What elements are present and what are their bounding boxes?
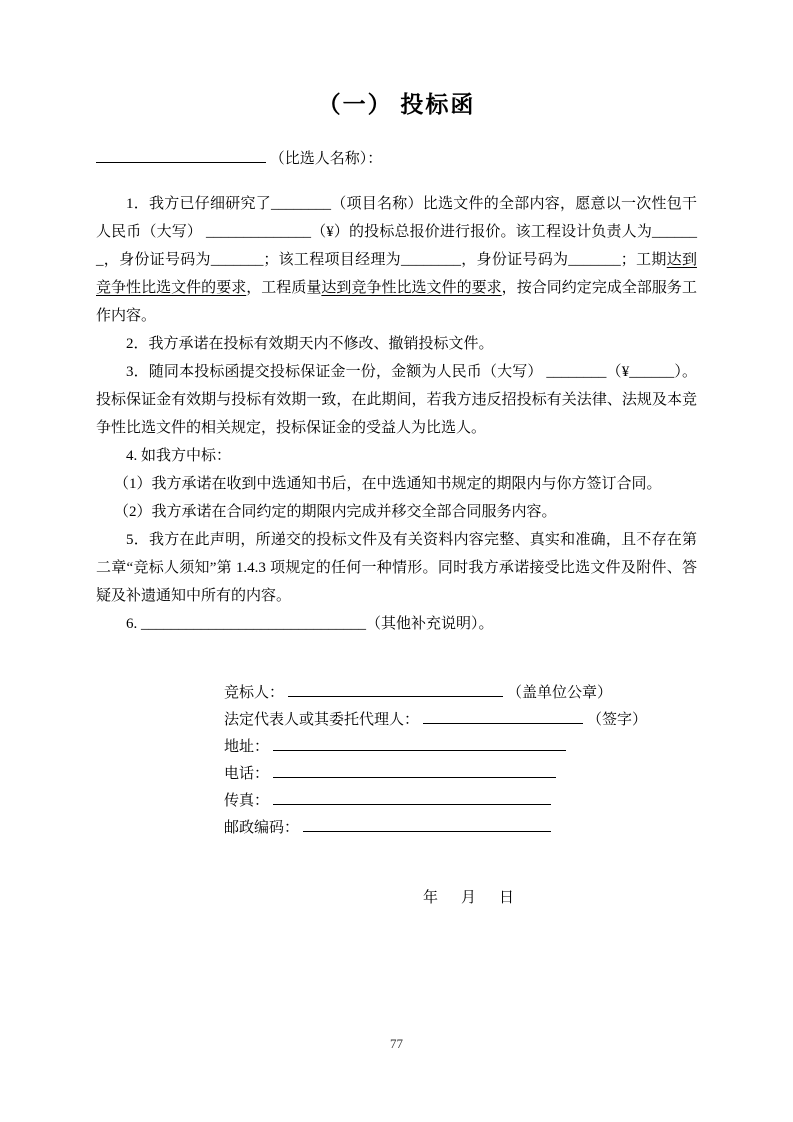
bidder-seal-note: （盖单位公章） bbox=[507, 685, 613, 701]
postcode-label: 邮政编码： bbox=[224, 820, 300, 836]
bidder-name-blank bbox=[288, 682, 503, 697]
date-line: 年 月 日 bbox=[423, 890, 519, 906]
document-title: （一） 投标函 bbox=[317, 92, 476, 117]
postcode-blank bbox=[303, 817, 551, 832]
paragraph-4-sub-1: （1）我方承诺在收到中选通知书后，在中选通知书规定的期限内与你方签订合同。 bbox=[114, 476, 662, 492]
paragraph-3: 3．随同本投标函提交投标保证金一份，金额为人民币（大写） ________（¥______）。投标保证金有效期与投标有效期一致，在此期间，若我方违反招投标有关法律、法规及本竞争性比选文件的相关规定，投标保证金的受益人为比选人。 bbox=[96, 364, 697, 436]
representative-label: 法定代表人或其委托代理人： bbox=[224, 712, 420, 728]
paragraph-4-sub-2: （2）我方承诺在合同约定的期限内完成并移交全部合同服务内容。 bbox=[114, 504, 557, 520]
bid-inviter-name-blank bbox=[96, 148, 266, 163]
paragraph-6: 6. ______________________________（其他补充说明）。 bbox=[126, 616, 494, 632]
paragraph-2: 2．我方承诺在投标有效期天内不修改、撤销投标文件。 bbox=[126, 336, 494, 352]
representative-row bbox=[224, 707, 697, 734]
address-row bbox=[224, 734, 697, 761]
address-blank bbox=[273, 736, 566, 751]
address-label: 地址： bbox=[224, 739, 270, 755]
representative-signature-blank bbox=[423, 709, 583, 724]
fax-row bbox=[224, 788, 697, 815]
postcode-row bbox=[224, 815, 697, 842]
paragraph-1: 1．我方已仔细研究了________（项目名称）比选文件的全部内容，愿意以一次性包干人民币（大写） ______________（¥）的投标总报价进行报价。该工程设计负责人为_______，身份证号码为_______；该工程项目经理为________，身份证号码为_______；工期达到竞争性比选文件的要求，工程质量达到竞争性比选文件的要求，按合同约定完成全部服务工作内容。 bbox=[96, 196, 697, 324]
phone-blank bbox=[273, 763, 556, 778]
paragraph-5: 5．我方在此声明，所递交的投标文件及有关资料内容完整、真实和准确，且不存在第二章“竞标人须知”第 1.4.3 项规定的任何一种情形。同时我方承诺接受比选文件及附件、答疑及补遗通知中所有的内容。 bbox=[96, 532, 697, 604]
document-body bbox=[96, 190, 697, 638]
page-number: 77 bbox=[390, 1036, 403, 1051]
paragraph-4: 4. 如我方中标： bbox=[126, 448, 232, 464]
salutation-label: （比选人名称）： bbox=[269, 151, 383, 167]
phone-row bbox=[224, 761, 697, 788]
representative-sign-note: （签字） bbox=[587, 712, 648, 728]
bidder-row bbox=[224, 680, 697, 707]
phone-label: 电话： bbox=[224, 766, 270, 782]
signature-block bbox=[224, 680, 697, 842]
fax-label: 传真： bbox=[224, 793, 270, 809]
bidder-label: 竞标人： bbox=[224, 685, 285, 701]
fax-blank bbox=[273, 790, 551, 805]
salutation-line bbox=[96, 148, 697, 170]
